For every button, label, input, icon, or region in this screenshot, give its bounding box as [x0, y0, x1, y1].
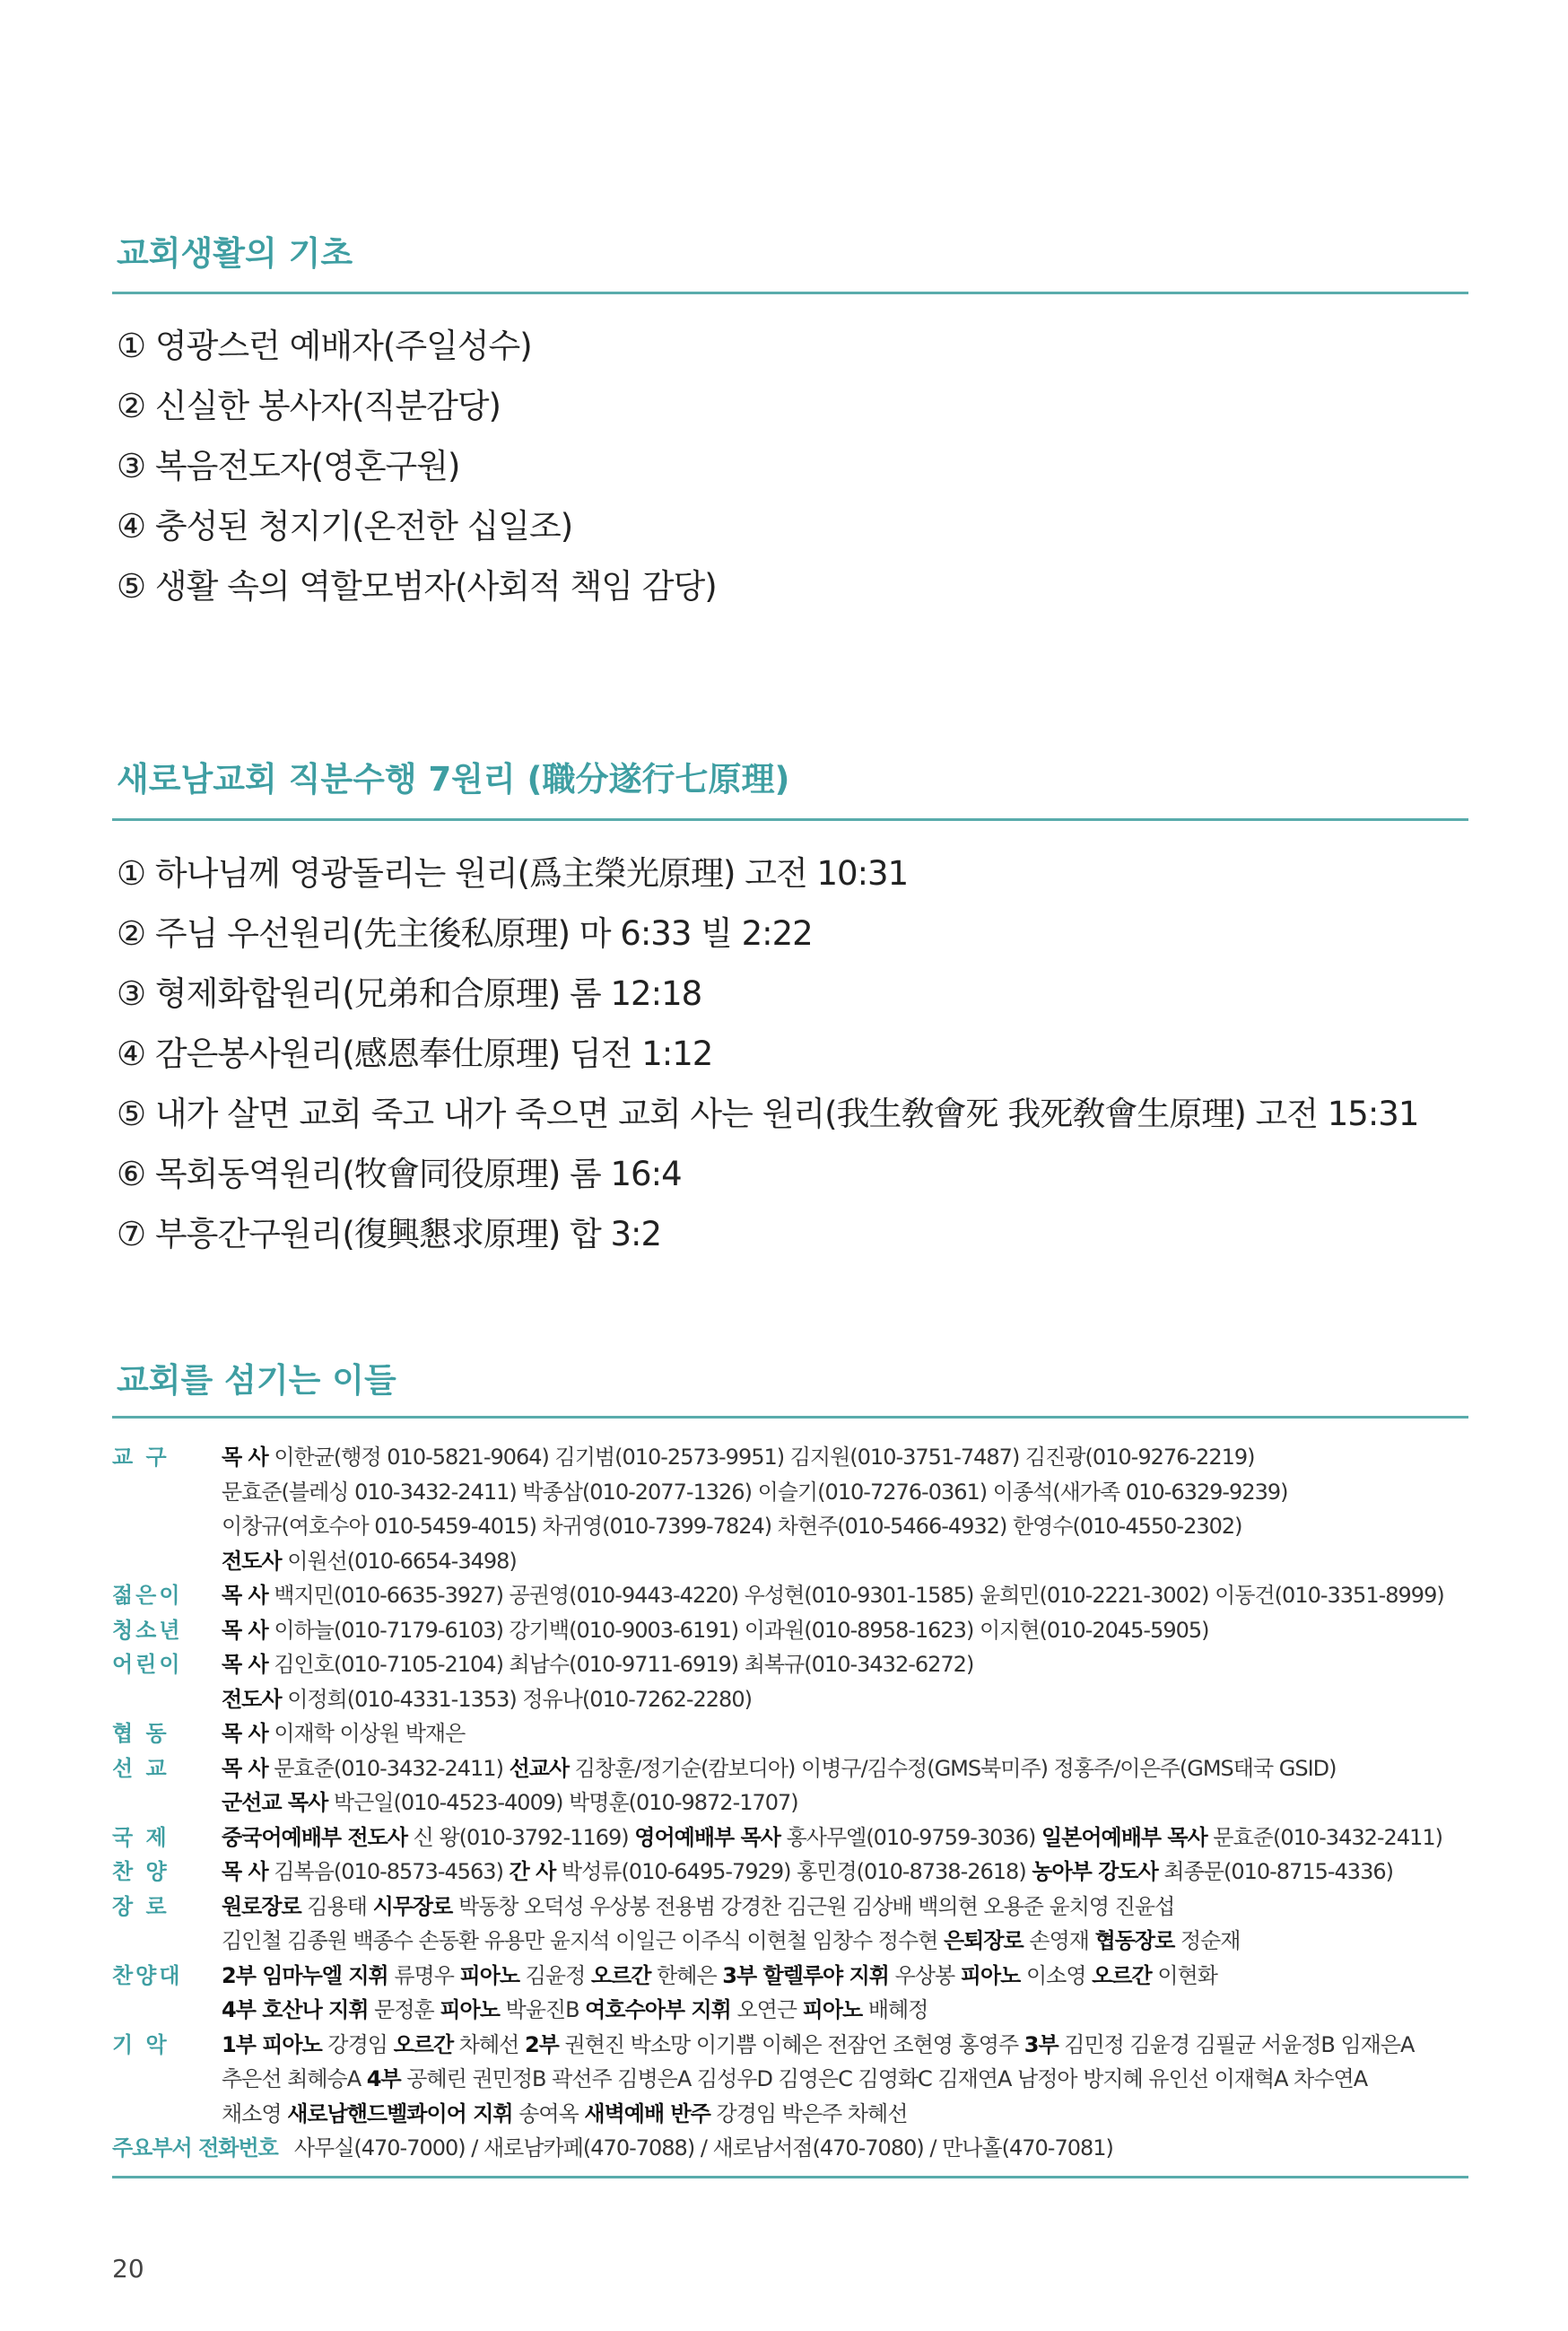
list-item: ⑦ 부흥간구원리(復興懇求原理) 합 3:2 — [117, 1215, 662, 1253]
staff-text: 문효준(010-3432-2411) — [267, 1755, 510, 1781]
staff-department-label: 젊은이 — [112, 1583, 183, 1608]
staff-row — [112, 2062, 1476, 2097]
staff-text: 김인호(010-7105-2104) 최남수(010-9711-6919) 최복규(010-3432-6272) — [267, 1652, 974, 1677]
section-divider — [112, 818, 1468, 821]
role-title: 영어예배부 목사 — [634, 1824, 780, 1850]
staff-row — [112, 1716, 1476, 1751]
role-title: 여호수아부 지휘 — [585, 1997, 731, 2022]
list-item: ④ 충성된 청지기(온전한 십일조) — [117, 507, 573, 546]
role-title: 피아노 — [459, 1962, 520, 1988]
role-title: 2부 — [524, 2031, 559, 2057]
section-divider — [112, 1416, 1468, 1419]
staff-text: 신 왕(010-3792-1169) — [407, 1824, 635, 1850]
staff-text: 공혜린 권민정B 곽선주 김병은A 김성우D 김영은C 김영화C 김재연A 남정아 방지혜 유인선 이재혁A 차수연A — [400, 2066, 1368, 2091]
role-title: 목 사 — [222, 1445, 268, 1470]
list-item: ① 하나님께 영광돌리는 원리(爲主榮光原理) 고전 10:31 — [117, 854, 909, 893]
staff-row — [112, 1475, 1476, 1510]
role-title: 일본어예배부 목사 — [1041, 1824, 1207, 1850]
role-title: 농아부 강도사 — [1032, 1859, 1158, 1884]
role-title: 3부 — [1024, 2031, 1058, 2057]
staff-names — [222, 2062, 1476, 2097]
staff-row — [112, 1890, 1476, 1925]
staff-text: 류명우 — [388, 1962, 460, 1988]
role-title: 전도사 — [222, 1686, 282, 1712]
staff-row — [112, 2028, 1476, 2063]
list-item: ⑥ 목회동역원리(牧會同役原理) 롬 16:4 — [117, 1155, 682, 1193]
role-title: 새벽예배 반주 — [584, 2100, 710, 2126]
staff-text: 김복음(010-8573-4563) — [267, 1859, 510, 1884]
staff-department-label: 선 교 — [112, 1755, 170, 1781]
staff-names — [222, 1890, 1476, 1925]
role-title: 군선교 목사 — [222, 1790, 328, 1815]
role-title: 목 사 — [222, 1617, 268, 1643]
staff-text: 문정훈 — [368, 1997, 440, 2022]
staff-names — [222, 1544, 1476, 1579]
staff-department-label: 장 로 — [112, 1893, 170, 1919]
staff-names — [222, 2097, 1476, 2132]
staff-names — [222, 2028, 1476, 2063]
staff-text: 박동창 오덕성 우상봉 전용범 강경찬 김근원 김상배 백의현 오용준 윤치영 진윤섭 — [452, 1893, 1175, 1919]
staff-names — [222, 1682, 1476, 1717]
staff-department-label: 청소년 — [112, 1617, 183, 1643]
staff-text: 손영재 — [1023, 1928, 1095, 1953]
staff-names — [222, 1647, 1476, 1682]
staff-row — [112, 1855, 1476, 1890]
staff-text: 이하늘(010-7179-6103) 강기백(010-9003-6191) 이과원(010-8958-1623) 이지현(010-2045-5905) — [267, 1617, 1209, 1643]
staff-text: 김윤정 — [519, 1962, 591, 1988]
staff-department-label: 찬양대 — [112, 1962, 183, 1988]
staff-names — [222, 1509, 1476, 1544]
list-item: ② 주님 우선원리(先主後私原理) 마 6:33 빌 2:22 — [117, 914, 813, 953]
role-title: 4부 — [366, 2066, 401, 2091]
staff-names — [222, 1751, 1476, 1786]
staff-text: 우상봉 — [888, 1962, 961, 1988]
role-title: 목 사 — [222, 1721, 268, 1746]
staff-row — [112, 1578, 1476, 1613]
contacts-label: 주요부서 전화번호 — [112, 2135, 278, 2161]
staff-text: 이현화 — [1151, 1962, 1217, 1988]
role-title: 목 사 — [222, 1652, 268, 1677]
role-title: 목 사 — [222, 1755, 268, 1781]
staff-text: 오연근 — [730, 1997, 803, 2022]
list-item: ④ 감은봉사원리(感恩奉仕原理) 딤전 1:12 — [117, 1035, 713, 1073]
section-divider — [112, 292, 1468, 294]
role-title: 간 사 — [509, 1859, 556, 1884]
staff-text: 정순재 — [1174, 1928, 1241, 1953]
staff-text: 김용태 — [301, 1893, 373, 1919]
staff-row — [112, 1924, 1476, 1959]
staff-row — [112, 1440, 1476, 1475]
staff-row — [112, 1613, 1476, 1648]
staff-text: 홍사무엘(010-9759-3036) — [780, 1824, 1041, 1850]
staff-names — [222, 1855, 1476, 1890]
staff-row — [112, 1993, 1476, 2028]
staff-text: 박성류(010-6495-7929) 홍민경(010-8738-2618) — [555, 1859, 1032, 1884]
staff-department-label: 기 악 — [112, 2031, 170, 2057]
staff-text: 강경임 — [321, 2031, 394, 2057]
basics-list — [117, 316, 717, 616]
staff-names — [222, 1475, 1476, 1510]
role-title: 시무장로 — [372, 1893, 453, 1919]
staff-text: 문효준(블레싱 010-3432-2411) 박종삼(010-2077-1326) 이슬기(010-7276-0361) 이종석(새가족 010-6329-9239) — [222, 1479, 1288, 1505]
list-item: ① 영광스런 예배자(주일성수) — [117, 327, 532, 365]
section-title-staff: 교회를 섬기는 이들 — [117, 1361, 396, 1400]
contacts-row — [112, 2131, 1476, 2166]
staff-text: 이소영 — [1020, 1962, 1093, 1988]
contacts-text: 사무실(470-7000) / 새로남카페(470-7088) / 새로남서점(470-7080) / 만나홀(470-7081) — [293, 2135, 1113, 2161]
staff-department-label — [112, 1993, 222, 2028]
staff-department-label: 어린이 — [112, 1652, 183, 1677]
staff-row — [112, 1682, 1476, 1717]
list-item: ③ 복음전도자(영혼구원) — [117, 447, 460, 485]
staff-text: 송여옥 — [512, 2100, 585, 2126]
staff-row — [112, 1751, 1476, 1786]
staff-text: 이창규(여호수아 010-5459-4015) 차귀영(010-7399-7824) 차현주(010-5466-4932) 한영수(010-4550-2302) — [222, 1514, 1242, 1539]
staff-department-label — [112, 1475, 222, 1510]
role-title: 오르간 — [393, 2031, 454, 2057]
staff-names — [222, 1440, 1476, 1475]
role-title: 피아노 — [440, 1997, 500, 2022]
staff-text: 김민정 김윤경 김필균 서윤정B 임재은A — [1058, 2031, 1415, 2057]
staff-text: 배혜정 — [862, 1997, 928, 2022]
staff-text: 박근일(010-4523-4009) 박명훈(010-9872-1707) — [327, 1790, 798, 1815]
staff-names — [222, 1785, 1476, 1820]
staff-department-label — [112, 1682, 222, 1717]
staff-names — [222, 1716, 1476, 1751]
staff-department-label — [112, 1924, 222, 1959]
staff-department-label — [112, 1544, 222, 1579]
staff-text: 추은선 최혜승A — [222, 2066, 367, 2091]
staff-names — [222, 1613, 1476, 1648]
list-item: ⑤ 내가 살면 교회 죽고 내가 죽으면 교회 사는 원리(我生敎會死 我死敎會生原理) 고전 15:31 — [117, 1095, 1419, 1133]
staff-row — [112, 1820, 1476, 1855]
role-title: 전도사 — [222, 1548, 282, 1574]
staff-rows — [112, 1440, 1476, 2131]
staff-text: 문효준(010-3432-2411) — [1206, 1824, 1442, 1850]
staff-row — [112, 1959, 1476, 1994]
staff-text: 이원선(010-6654-3498) — [281, 1548, 517, 1574]
staff-row — [112, 1785, 1476, 1820]
role-title: 오르간 — [1092, 1962, 1152, 1988]
list-item: ⑤ 생활 속의 역할모범자(사회적 책임 감당) — [117, 567, 717, 606]
staff-text: 최종문(010-8715-4336) — [1157, 1859, 1393, 1884]
role-title: 피아노 — [960, 1962, 1021, 1988]
staff-text: 김창훈/정기순(캄보디아) 이병구/김수정(GMS북미주) 정홍주/이은주(GMS태국 GSID) — [569, 1755, 1337, 1781]
role-title: 선교사 — [509, 1755, 570, 1781]
staff-row — [112, 1544, 1476, 1579]
staff-row — [112, 2097, 1476, 2132]
staff-directory — [112, 1440, 1476, 2166]
staff-department-label: 협 동 — [112, 1721, 170, 1746]
bottom-divider — [112, 2176, 1468, 2178]
staff-department-label — [112, 2097, 222, 2132]
list-item: ③ 형제화합원리(兄弟和合原理) 롬 12:18 — [117, 974, 702, 1013]
section-title-principles: 새로남교회 직분수행 7원리 (職分遂行七原理) — [117, 760, 790, 799]
staff-row — [112, 1509, 1476, 1544]
staff-text: 채소영 — [222, 2100, 288, 2126]
page-number: 20 — [112, 2254, 144, 2283]
staff-department-label: 찬 양 — [112, 1859, 170, 1884]
staff-department-label: 국 제 — [112, 1824, 170, 1850]
role-title: 목 사 — [222, 1583, 268, 1608]
role-title: 원로장로 — [222, 1893, 301, 1919]
staff-text: 김인철 김종원 백종수 손동환 유용만 윤지석 이일근 이주식 이현철 임창수 정수현 — [222, 1928, 944, 1953]
staff-names — [222, 1820, 1476, 1855]
staff-row — [112, 1647, 1476, 1682]
staff-department-label — [112, 1785, 222, 1820]
staff-names — [222, 1924, 1476, 1959]
staff-text: 이한균(행정 010-5821-9064) 김기범(010-2573-9951) 김지원(010-3751-7487) 김진광(010-9276-2219) — [267, 1445, 1255, 1470]
role-title: 3부 할렐루야 지휘 — [722, 1962, 889, 1988]
staff-department-label — [112, 1509, 222, 1544]
principles-list — [117, 843, 1418, 1264]
role-title: 협동장로 — [1094, 1928, 1175, 1953]
role-title: 피아노 — [802, 1997, 863, 2022]
staff-names — [222, 1993, 1476, 2028]
role-title: 4부 호산나 지휘 — [222, 1997, 369, 2022]
staff-text: 한혜은 — [650, 1962, 723, 1988]
role-title: 새로남핸드벨콰이어 지휘 — [287, 2100, 513, 2126]
staff-names — [222, 1959, 1476, 1994]
role-title: 2부 임마누엘 지휘 — [222, 1962, 388, 1988]
role-title: 중국어예배부 전도사 — [222, 1824, 408, 1850]
staff-text: 백지민(010-6635-3927) 공권영(010-9443-4220) 우성현(010-9301-1585) 윤희민(010-2221-3002) 이동건(010-3351-8999) — [267, 1583, 1444, 1608]
staff-text: 박윤진B — [499, 1997, 586, 2022]
role-title: 은퇴장로 — [944, 1928, 1024, 1953]
staff-names — [222, 1578, 1476, 1613]
staff-department-label: 교 구 — [112, 1445, 170, 1470]
staff-department-label — [112, 2062, 222, 2097]
role-title: 목 사 — [222, 1859, 268, 1884]
staff-text: 이재학 이상원 박재은 — [267, 1721, 466, 1746]
role-title: 오르간 — [590, 1962, 651, 1988]
staff-text: 차혜선 — [453, 2031, 525, 2057]
section-title-basics: 교회생활의 기초 — [117, 234, 353, 273]
staff-text: 강경임 박은주 차혜선 — [710, 2100, 908, 2126]
role-title: 1부 피아노 — [222, 2031, 322, 2057]
staff-text: 권현진 박소망 이기쁨 이혜은 전잠언 조현영 홍영주 — [558, 2031, 1024, 2057]
list-item: ② 신실한 봉사자(직분감당) — [117, 387, 501, 425]
staff-text: 이정희(010-4331-1353) 정유나(010-7262-2280) — [281, 1686, 752, 1712]
